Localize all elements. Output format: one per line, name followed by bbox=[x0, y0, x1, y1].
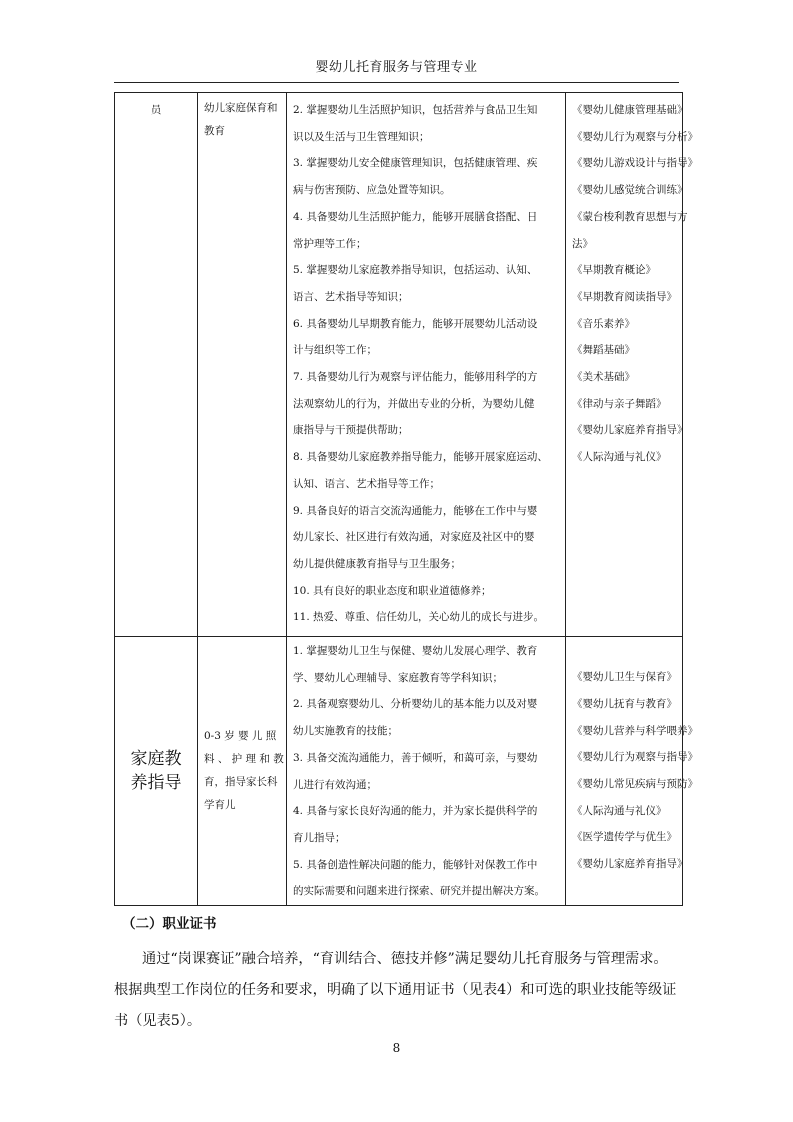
cell-line: 识以及生活与卫生管理知识； bbox=[293, 130, 430, 143]
cell-line: 儿进行有效沟通； bbox=[293, 778, 377, 791]
course-item: 《婴幼儿感觉统合训练》 bbox=[572, 184, 688, 197]
cell-line: 学、婴幼儿心理辅导、家庭教育等学科知识； bbox=[293, 671, 503, 684]
cell-line: 康指导与干预提供帮助； bbox=[293, 424, 409, 437]
courses-cell bbox=[566, 637, 698, 906]
course-item: 《婴幼儿常见疾病与预防》 bbox=[572, 778, 698, 791]
course-item: 《人际沟通与礼仪》 bbox=[572, 451, 667, 464]
cell-line: 10. 具有良好的职业态度和职业道德修养； bbox=[293, 584, 492, 597]
course-item: 《早期教育概论》 bbox=[572, 264, 656, 277]
cell-line: 幼儿家长、社区进行有效沟通，对家庭及社区中的婴 bbox=[293, 531, 535, 544]
cell-line: 语言、艺术指导等知识； bbox=[293, 290, 409, 303]
running-header: 婴幼儿托育服务与管理专业 bbox=[315, 60, 478, 75]
work-task-cell bbox=[198, 93, 287, 637]
cell-line: 认知、语言、艺术指导等工作； bbox=[293, 477, 440, 490]
cell-line: 的实际需要和问题来进行探索、研究并提出解决方案。 bbox=[293, 885, 545, 898]
header-rule bbox=[114, 82, 679, 83]
cell-line: 3. 具备交流沟通能力，善于倾听，和蔼可亲，与婴幼 bbox=[293, 751, 538, 764]
cell-line: 5. 掌握婴幼儿家庭教养指导知识，包括运动、认知、 bbox=[293, 264, 538, 277]
course-item: 《蒙台梭利教育思想与方 bbox=[572, 210, 688, 223]
job-cell: 员 bbox=[115, 93, 198, 637]
table-row bbox=[115, 637, 683, 906]
cell-line: 养指导 bbox=[130, 773, 182, 794]
courses-cell bbox=[566, 93, 698, 637]
cell-line: 幼儿提供健康教育指导与卫生服务； bbox=[293, 557, 461, 570]
paragraph-line: 通过“岗课赛证”融合培养，“育训结合、德技并修”满足婴幼儿托育服务与管理需求。 bbox=[142, 951, 668, 967]
cell-line: 8. 具备婴幼儿家庭教养指导能力，能够开展家庭运动、 bbox=[293, 451, 548, 464]
course-item: 《舞蹈基础》 bbox=[572, 344, 635, 357]
cell-line: 3. 掌握婴幼儿安全健康管理知识，包括健康管理、疾 bbox=[293, 157, 538, 170]
paragraph-line: 书（见表5）。 bbox=[114, 1013, 202, 1029]
cell-line: 幼儿家庭保育和 bbox=[204, 102, 278, 114]
course-item: 《婴幼儿家庭养育指导》 bbox=[572, 858, 688, 871]
body-paragraph bbox=[114, 944, 684, 1037]
cell-line: 1. 掌握婴幼儿卫生与保健、婴幼儿发展心理学、教育 bbox=[293, 645, 538, 657]
course-item: 《人际沟通与礼仪》 bbox=[572, 804, 667, 817]
cell-line: 病与伤害预防、应急处置等知识。 bbox=[293, 184, 451, 197]
cell-line: 5. 具备创造性解决问题的能力，能够针对保教工作中 bbox=[293, 858, 538, 871]
cell-line: 9. 具备良好的语言交流沟通能力，能够在工作中与婴 bbox=[293, 504, 538, 517]
course-item: 《婴幼儿行为观察与分析》 bbox=[572, 130, 698, 143]
cell-line: 4. 具备婴幼儿生活照护能力，能够开展膳食搭配、日 bbox=[293, 210, 538, 223]
cell-line: 常护理等工作； bbox=[293, 237, 367, 250]
section-title: （二）职业证书 bbox=[122, 916, 217, 932]
table-row bbox=[115, 93, 683, 637]
cell-line: 11. 热爱、尊重、信任幼儿，关心幼儿的成长与进步。 bbox=[293, 611, 545, 624]
cell-line: 教育 bbox=[204, 125, 225, 137]
work-task-cell bbox=[198, 637, 287, 906]
cell-line: 育儿指导； bbox=[293, 831, 346, 844]
cell-line: 幼儿实施教育的技能； bbox=[293, 725, 398, 738]
course-item: 《婴幼儿营养与科学喂养》 bbox=[572, 724, 698, 737]
cell-line: 6. 具备婴幼儿早期教育能力，能够开展婴幼儿活动设 bbox=[293, 317, 538, 330]
course-item: 《婴幼儿行为观察与指导》 bbox=[572, 751, 698, 764]
course-item: 《医学遗传学与优生》 bbox=[572, 831, 677, 844]
cell-line: 法观察幼儿的行为，并做出专业的分析，为婴幼儿健 bbox=[293, 397, 535, 410]
cell-line: 学育儿 bbox=[204, 799, 236, 812]
course-item: 《早期教育阅读指导》 bbox=[572, 290, 677, 303]
cell-line: 计与组织等工作； bbox=[293, 344, 377, 357]
course-item: 《婴幼儿抚育与教育》 bbox=[572, 697, 677, 710]
curriculum-table bbox=[114, 92, 698, 906]
course-item: 法》 bbox=[572, 237, 593, 250]
course-item: 《婴幼儿卫生与保育》 bbox=[572, 671, 677, 684]
cell-line: 0-3 岁 婴 儿 照 bbox=[204, 730, 277, 743]
course-item: 《音乐素养》 bbox=[572, 317, 635, 330]
course-item: 《美术基础》 bbox=[572, 371, 635, 384]
paragraph-line: 根据典型工作岗位的任务和要求，明确了以下通用证书（见表4）和可选的职业技能等级证 bbox=[114, 982, 677, 998]
course-item: 《律动与亲子舞蹈》 bbox=[572, 397, 667, 410]
cell-line: 7. 具备婴幼儿行为观察与评估能力，能够用科学的方 bbox=[293, 371, 538, 384]
course-item: 《婴幼儿家庭养育指导》 bbox=[572, 424, 688, 437]
cell-line: 4. 具备与家长良好沟通的能力，并为家长提供科学的 bbox=[293, 805, 538, 818]
cell-line: 2. 掌握婴幼儿生活照护知识，包括营养与食品卫生知 bbox=[293, 104, 538, 116]
cell-line: 料 、 护 理 和 教 bbox=[204, 753, 284, 766]
cell-line: 家庭教 bbox=[130, 749, 182, 770]
cell-line: 2. 具备观察婴幼儿、分析婴幼儿的基本能力以及对婴 bbox=[293, 698, 538, 711]
cell-line: 育，指导家长科 bbox=[204, 776, 278, 789]
ability-requirements-cell bbox=[287, 637, 566, 906]
job-cell bbox=[115, 637, 198, 906]
ability-requirements-cell bbox=[287, 93, 566, 637]
page-number: 8 bbox=[392, 1041, 401, 1055]
course-item: 《婴幼儿游戏设计与指导》 bbox=[572, 157, 698, 170]
course-item: 《婴幼儿健康管理基础》 bbox=[572, 104, 688, 116]
